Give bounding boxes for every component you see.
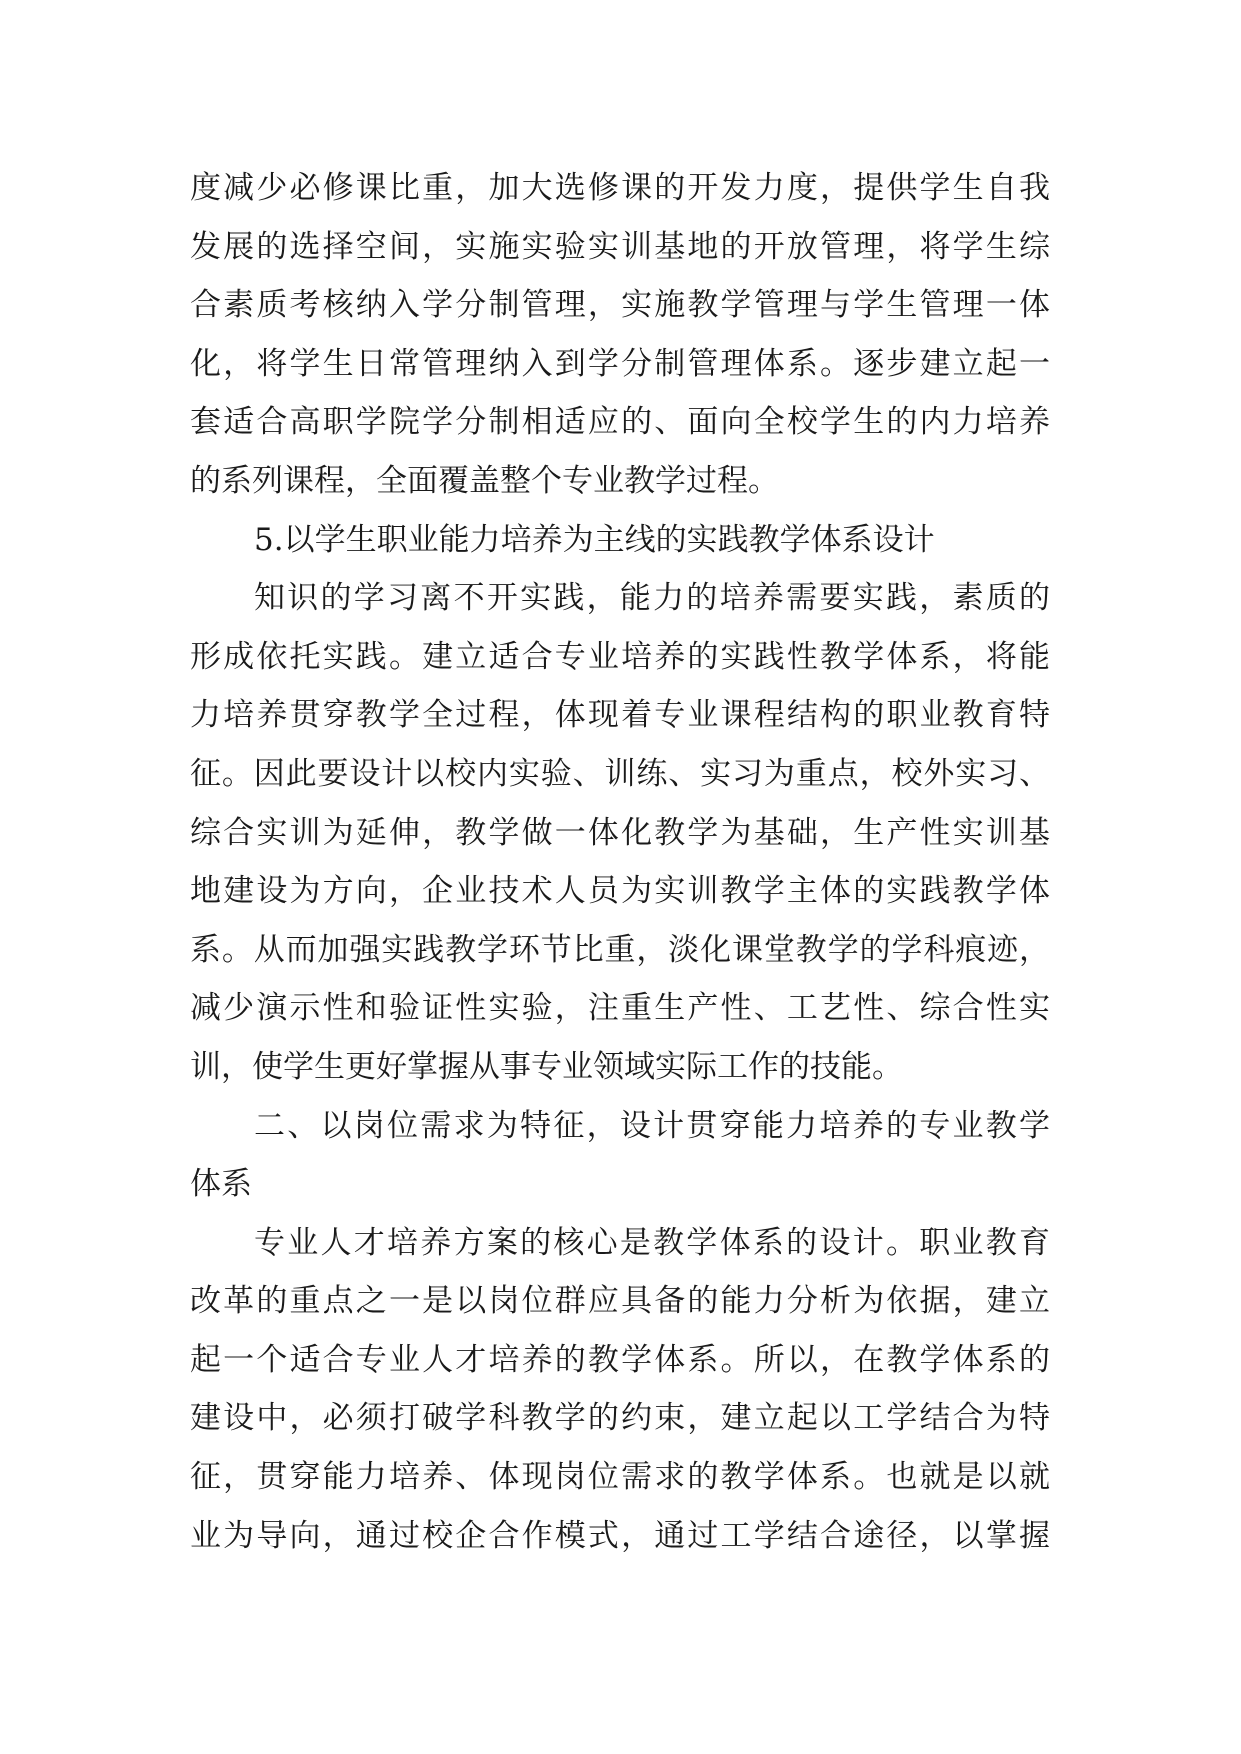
text-line: 减少演示性和验证性实验，注重生产性、工艺性、综合性实 bbox=[190, 990, 1050, 1027]
text-line: 业为导向，通过校企合作模式，通过工学结合途径，以掌握 bbox=[190, 1517, 1050, 1554]
text-line: 建设中，必须打破学科教学的约束，建立起以工学结合为特 bbox=[190, 1400, 1050, 1437]
text-line: 综合实训为延伸，教学做一体化教学为基础，生产性实训基 bbox=[190, 814, 1050, 851]
text-line: 形成依托实践。建立适合专业培养的实践性教学体系，将能 bbox=[190, 638, 1050, 675]
text-line: 征，贯穿能力培养、体现岗位需求的教学体系。也就是以就 bbox=[190, 1459, 1050, 1496]
text-line: 地建设为方向，企业技术人员为实训教学主体的实践教学体 bbox=[190, 873, 1050, 910]
section-heading: 体系 bbox=[190, 1166, 252, 1203]
text-line: 合素质考核纳入学分制管理，实施教学管理与学生管理一体 bbox=[190, 287, 1050, 324]
text-line: 力培养贯穿教学全过程，体现着专业课程结构的职业教育特 bbox=[190, 697, 1050, 734]
text-line: 化，将学生日常管理纳入到学分制管理体系。逐步建立起一 bbox=[190, 345, 1050, 382]
text-line: 专业人才培养方案的核心是教学体系的设计。职业教育 bbox=[254, 1224, 1050, 1261]
text-line: 度减少必修课比重，加大选修课的开发力度，提供学生自我 bbox=[190, 170, 1050, 206]
section-heading: 二、以岗位需求为特征，设计贯穿能力培养的专业教学 bbox=[254, 1107, 1050, 1144]
section-heading: 5.以学生职业能力培养为主线的实践教学体系设计 bbox=[254, 521, 935, 558]
text-line: 系。从而加强实践教学环节比重，淡化课堂教学的学科痕迹， bbox=[190, 931, 1050, 968]
text-line: 征。因此要设计以校内实验、训练、实习为重点，校外实习、 bbox=[190, 755, 1050, 792]
text-line: 知识的学习离不开实践，能力的培养需要实践，素质的 bbox=[254, 580, 1050, 617]
text-line: 训，使学生更好掌握从事专业领域实际工作的技能。 bbox=[190, 1048, 903, 1085]
text-line: 的系列课程，全面覆盖整个专业教学过程。 bbox=[190, 462, 779, 499]
document-body bbox=[190, 159, 1050, 1565]
text-line: 套适合高职学院学分制相适应的、面向全校学生的内力培养 bbox=[190, 404, 1050, 441]
text-line: 改革的重点之一是以岗位群应具备的能力分析为依据，建立 bbox=[190, 1283, 1050, 1320]
text-line: 起一个适合专业人才培养的教学体系。所以，在教学体系的 bbox=[190, 1341, 1050, 1378]
text-line: 发展的选择空间，实施实验实训基地的开放管理，将学生综 bbox=[190, 228, 1050, 265]
